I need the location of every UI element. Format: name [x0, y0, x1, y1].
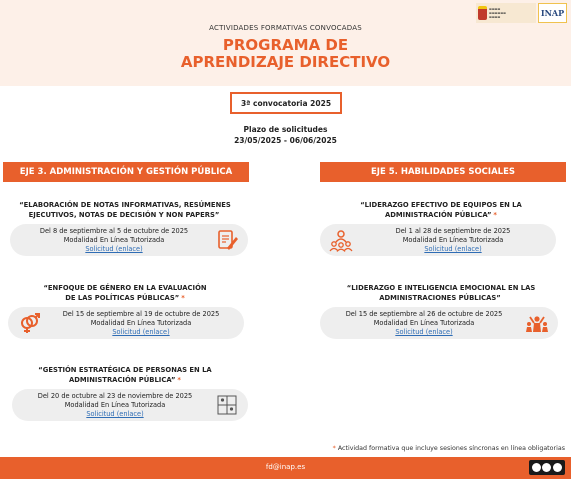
page-title-line1: PROGRAMA DE	[222, 36, 349, 54]
page-title-line2: APRENDIZAJE DIRECTIVO	[180, 53, 391, 71]
course-title	[316, 283, 566, 303]
course-info	[10, 227, 218, 255]
course-title-line2-wrap	[0, 375, 250, 385]
course-title-line2-wrap	[0, 210, 250, 220]
header-band	[0, 0, 571, 86]
course-mode: Modalidad En Línea Tutorizada	[402, 236, 504, 245]
government-logo-text: ▬▬▬▬ ▬▬▬▬▬▬ ▬▬▬▬	[489, 7, 507, 19]
course-title-line1: “LIDERAZGO E INTELIGENCIA EMOCIONAL EN LAS	[346, 284, 536, 292]
synchronous-asterisk: *	[181, 294, 185, 302]
page-title	[0, 37, 571, 71]
government-logo	[476, 3, 536, 23]
footer-bar	[0, 457, 571, 479]
course-mode: Modalidad En Línea Tutorizada	[373, 319, 475, 328]
course-title-line2: ADMINISTRACIÓN PÚBLICA”	[385, 211, 492, 219]
solicitud-link[interactable]: Solicitud (enlace)	[85, 245, 143, 254]
course-title-line1: “LIDERAZGO EFECTIVO DE EQUIPOS EN LA	[360, 201, 522, 209]
course-mode: Modalidad En Línea Tutorizada	[90, 319, 192, 328]
course-title-line2: ADMINISTRACIONES PÚBLICAS”	[379, 294, 501, 302]
inap-logo: INAP	[538, 3, 567, 23]
kicker-text: ACTIVIDADES FORMATIVAS CONVOCADAS	[209, 24, 362, 32]
course-title	[0, 283, 250, 303]
course-enfoque-genero	[0, 283, 250, 339]
course-title-line1: “ELABORACIÓN DE NOTAS INFORMATIVAS, RESÚMENES	[19, 201, 231, 209]
footnote	[333, 445, 565, 452]
course-dates: Del 8 de septiembre al 5 de octubre de 2025	[39, 227, 189, 235]
course-title-line2: EJECUTIVOS, NOTAS DE DECISIÓN Y NON PAPERS”	[28, 211, 220, 219]
course-title-line2-wrap	[316, 293, 566, 303]
plazo-solicitudes	[0, 124, 571, 146]
course-title-line1: “ENFOQUE DE GÉNERO EN LA EVALUACIÓN	[43, 284, 207, 292]
course-notas-informativas	[0, 200, 250, 256]
eje-5-header: EJE 5. HABILIDADES SOCIALES	[320, 162, 566, 182]
plazo-dates: 23/05/2025 - 06/06/2025	[234, 136, 337, 145]
course-title-line2-wrap	[316, 210, 566, 220]
course-info-pill	[8, 307, 244, 339]
course-mode: Modalidad En Línea Tutorizada	[64, 401, 166, 410]
solicitud-link[interactable]: Solicitud (enlace)	[424, 245, 482, 254]
synchronous-asterisk: *	[177, 376, 181, 384]
footnote-asterisk: *	[332, 445, 336, 452]
convocatoria-box: 3ª convocatoria 2025	[230, 92, 342, 114]
course-dates: Del 20 de octubre al 23 de noviembre de 2025	[37, 392, 193, 400]
course-info-pill	[320, 224, 556, 256]
course-info-pill	[320, 307, 558, 339]
creative-commons-icon	[529, 460, 565, 475]
logos	[476, 3, 567, 23]
solicitud-link[interactable]: Solicitud (enlace)	[86, 410, 144, 419]
course-info	[38, 310, 244, 338]
notepad-pencil-icon	[214, 227, 240, 253]
synchronous-asterisk: *	[493, 211, 497, 219]
course-title-line1: “GESTIÓN ESTRATÉGICA DE PERSONAS EN LA	[38, 366, 212, 374]
course-title	[316, 200, 566, 220]
contact-email[interactable]: fd@inap.es	[265, 463, 306, 471]
eje-3-header: EJE 3. ADMINISTRACIÓN Y GESTIÓN PÚBLICA	[3, 162, 249, 182]
course-liderazgo-efectivo	[316, 200, 566, 256]
course-title	[0, 365, 250, 385]
course-title-line2: DE LAS POLÍTICAS PÚBLICAS”	[65, 294, 180, 302]
solicitud-link[interactable]: Solicitud (enlace)	[395, 328, 453, 337]
course-title	[0, 200, 250, 220]
course-dates: Del 1 al 28 de septiembre de 2025	[395, 227, 511, 235]
group-celebration-icon	[524, 310, 550, 336]
course-info-pill	[10, 224, 248, 256]
course-title-line2: ADMINISTRACIÓN PÚBLICA”	[69, 376, 176, 384]
footnote-text: Actividad formativa que incluye sesiones síncronas en línea obligatorias	[337, 445, 565, 452]
course-info-pill	[12, 389, 248, 421]
plazo-label: Plazo de solicitudes	[243, 125, 328, 134]
course-info	[320, 310, 528, 338]
course-inteligencia-emocional	[316, 283, 566, 339]
course-info	[350, 227, 556, 255]
puzzle-people-icon	[214, 392, 240, 418]
course-dates: Del 15 de septiembre al 26 de octubre de 2025	[345, 310, 503, 318]
course-gestion-personas	[0, 365, 250, 421]
course-dates: Del 15 de septiembre al 19 de octubre de 2025	[62, 310, 220, 318]
coat-of-arms-icon	[478, 6, 487, 20]
course-title-line2-wrap	[0, 293, 250, 303]
solicitud-link[interactable]: Solicitud (enlace)	[112, 328, 170, 337]
course-mode: Modalidad En Línea Tutorizada	[63, 236, 165, 245]
course-info	[12, 392, 218, 420]
